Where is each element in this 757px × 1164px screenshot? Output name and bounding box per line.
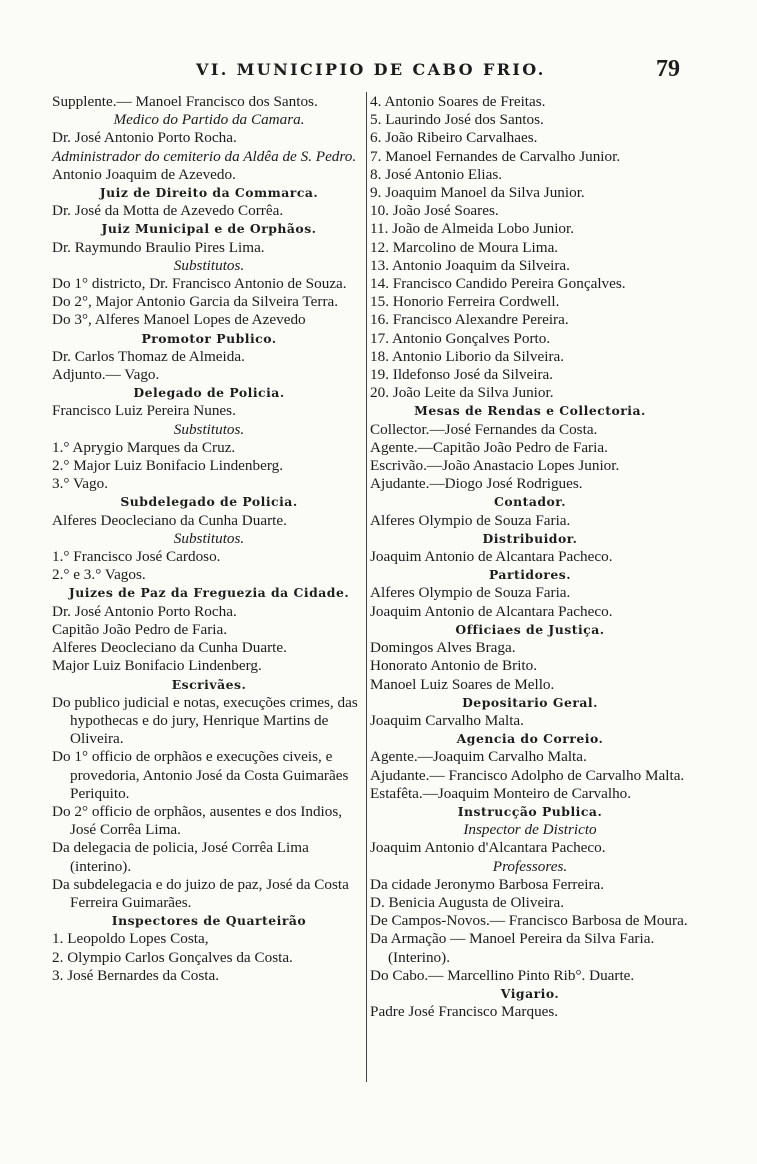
section-heading: Mesas de Rendas e Collectoria.: [414, 403, 646, 419]
left-column: [52, 93, 366, 985]
text-line: Escrivão.—João Anastacio Lopes Junior.: [370, 457, 620, 475]
text-line: 1.° Aprygio Marques da Cruz.: [52, 438, 236, 456]
text-line: 2. Olympio Carlos Gonçalves da Costa.: [52, 948, 293, 966]
text-line: Dr. Raymundo Braulio Pires Lima.: [52, 238, 265, 256]
text-line: 2.° e 3.° Vagos.: [52, 566, 146, 584]
text-line: 5. Laurindo José dos Santos.: [370, 111, 544, 129]
text-line: 20. João Leite da Silva Junior.: [370, 384, 554, 402]
text-line: D. Benicia Augusta de Oliveira.: [370, 893, 565, 911]
text-line: Dr. José da Motta de Azevedo Corrêa.: [52, 202, 284, 220]
text-line: Do 3°, Alferes Manoel Lopes de Azevedo: [52, 311, 306, 329]
text-line: Padre José Francisco Marques.: [370, 1003, 559, 1021]
text-line: 11. João de Almeida Lobo Junior.: [370, 220, 575, 238]
section-heading: Escrivães.: [171, 676, 247, 692]
section-heading: Vigario.: [500, 985, 560, 1001]
text-line: 13. Antonio Joaquim da Silveira.: [370, 256, 570, 274]
text-line: 6. João Ribeiro Carvalhaes.: [370, 129, 538, 147]
text-line: Dr. José Antonio Porto Rocha.: [52, 129, 237, 147]
text-line: Do 2°, Major Antonio Garcia da Silveira Terra.: [52, 293, 339, 311]
text-line: 3.° Vago.: [52, 475, 108, 493]
text-line: Antonio Joaquim de Azevedo.: [52, 165, 236, 183]
text-line: Inspector de Districto: [463, 821, 597, 839]
text-line: 2.° Major Luiz Bonifacio Lindenberg.: [52, 457, 284, 475]
text-line: Joaquim Carvalho Malta.: [370, 711, 524, 729]
text-line: Ajudante.—Diogo José Rodrigues.: [370, 475, 583, 493]
text-line: 10. João José Soares.: [370, 202, 499, 220]
text-line: Do 2° officio de orphãos, ausentes e dos Indios, José Corrêa Lima.: [52, 802, 343, 839]
text-line: Joaquim Antonio d'Alcantara Pacheco.: [370, 839, 606, 857]
text-line: Substitutos.: [173, 256, 245, 274]
text-line: 17. Antonio Gonçalves Porto.: [370, 329, 551, 347]
text-line: Da subdelegacia e do juizo de paz, José da Costa Ferreira Guimarães.: [52, 875, 349, 911]
text-line: Alferes Olympio de Souza Faria.: [370, 584, 571, 602]
text-line: 1. Leopoldo Lopes Costa,: [52, 930, 209, 948]
text-line: 8. José Antonio Elias.: [370, 165, 503, 183]
text-line: Medico do Partido da Camara.: [113, 111, 305, 129]
section-heading: Officiaes de Justiça.: [455, 621, 605, 637]
text-line: Supplente.— Manoel Francisco dos Santos.: [52, 93, 318, 110]
section-heading: Inspectores de Quarteirão: [111, 913, 307, 929]
text-line: Joaquim Antonio de Alcantara Pacheco.: [370, 548, 613, 566]
section-heading: Depositario Geral.: [462, 694, 598, 710]
text-line: Administrador do cemiterio da Aldêa de S. Pedro.: [52, 147, 357, 165]
text-line: 7. Manoel Fernandes de Carvalho Junior.: [370, 147, 621, 165]
section-heading: Instrucção Publica.: [457, 803, 603, 819]
text-line: 15. Honorio Ferreira Cordwell.: [370, 293, 560, 311]
running-header: [0, 56, 757, 86]
text-line: Alferes Deocleciano da Cunha Duarte.: [52, 639, 287, 657]
text-line: Domingos Alves Braga.: [370, 639, 516, 657]
text-line: Dr. Carlos Thomaz de Almeida.: [52, 347, 245, 365]
section-heading: Contador.: [493, 494, 567, 510]
text-line: Honorato Antonio de Brito.: [370, 657, 538, 675]
section-heading: Promotor Publico.: [141, 330, 277, 346]
text-line: Da Armação — Manoel Pereira da Silva Faria. (Interino).: [370, 930, 655, 966]
text-line: Da delegacia de policia, José Corrêa Lima (interino).: [52, 839, 309, 875]
section-heading: Juiz Municipal e de Orphãos.: [101, 221, 317, 237]
text-line: Major Luiz Bonifacio Lindenberg.: [52, 657, 262, 675]
text-line: Collector.—José Fernandes da Costa.: [370, 420, 598, 438]
text-line: 18. Antonio Liborio da Silveira.: [370, 347, 565, 365]
text-line: 14. Francisco Candido Pereira Gonçalves.: [370, 275, 626, 293]
section-heading: Subdelegado de Policia.: [120, 494, 298, 510]
section-heading: Juiz de Direito da Commarca.: [99, 185, 319, 201]
text-line: De Campos-Novos.— Francisco Barbosa de Moura.: [370, 912, 688, 930]
text-line: Francisco Luiz Pereira Nunes.: [52, 402, 236, 420]
header-title: VI. MUNICIPIO DE CABO FRIO.: [196, 60, 546, 79]
column-divider: [366, 92, 367, 1082]
text-line: Alferes Deocleciano da Cunha Duarte.: [52, 511, 287, 529]
section-heading: Agencia do Correio.: [456, 731, 604, 747]
section-heading: Juizes de Paz da Freguezia da Cidade.: [68, 585, 350, 601]
text-line: 16. Francisco Alexandre Pereira.: [370, 311, 569, 329]
text-line: Estafêta.—Joaquim Monteiro de Carvalho.: [370, 784, 632, 802]
text-line: Professores.: [492, 857, 568, 875]
text-line: Joaquim Antonio de Alcantara Pacheco.: [370, 602, 613, 620]
text-line: 1.° Francisco José Cardoso.: [52, 548, 221, 566]
text-line: 9. Joaquim Manoel da Silva Junior.: [370, 184, 585, 202]
text-line: Ajudante.— Francisco Adolpho de Carvalho Malta.: [370, 766, 685, 784]
text-line: Substitutos.: [173, 420, 245, 438]
text-line: Da cidade Jeronymo Barbosa Ferreira.: [370, 875, 605, 893]
text-line: Do 1° districto, Dr. Francisco Antonio de Souza.: [52, 275, 347, 293]
text-line: Substitutos.: [173, 529, 245, 547]
section-heading: Partidores.: [488, 567, 572, 583]
text-line: Agente.—Joaquim Carvalho Malta.: [370, 748, 587, 766]
page-number: 79: [656, 56, 680, 82]
section-heading: Delegado de Policia.: [133, 385, 285, 401]
text-line: Dr. José Antonio Porto Rocha.: [52, 602, 237, 620]
text-line: 4. Antonio Soares de Freitas.: [370, 93, 546, 110]
text-line: Adjunto.— Vago.: [52, 366, 160, 384]
section-heading: Distribuidor.: [482, 530, 578, 546]
text-line: Do publico judicial e notas, execuções crimes, das hypothecas e do jury, Henrique Martins de Oliveira.: [52, 693, 358, 748]
text-line: Do 1° officio de orphãos e execuções civeis, e provedoria, Antonio José da Costa Guimarães Periquito.: [52, 748, 349, 802]
right-column: [370, 93, 690, 1021]
text-line: Alferes Olympio de Souza Faria.: [370, 511, 571, 529]
text-line: Agente.—Capitão João Pedro de Faria.: [370, 438, 608, 456]
text-line: Manoel Luiz Soares de Mello.: [370, 675, 555, 693]
text-line: 3. José Bernardes da Costa.: [52, 966, 220, 984]
text-line: Do Cabo.— Marcellino Pinto Rib°. Duarte.: [370, 966, 635, 984]
text-line: 12. Marcolino de Moura Lima.: [370, 238, 559, 256]
text-line: 19. Ildefonso José da Silveira.: [370, 366, 554, 384]
text-line: Capitão João Pedro de Faria.: [52, 620, 228, 638]
